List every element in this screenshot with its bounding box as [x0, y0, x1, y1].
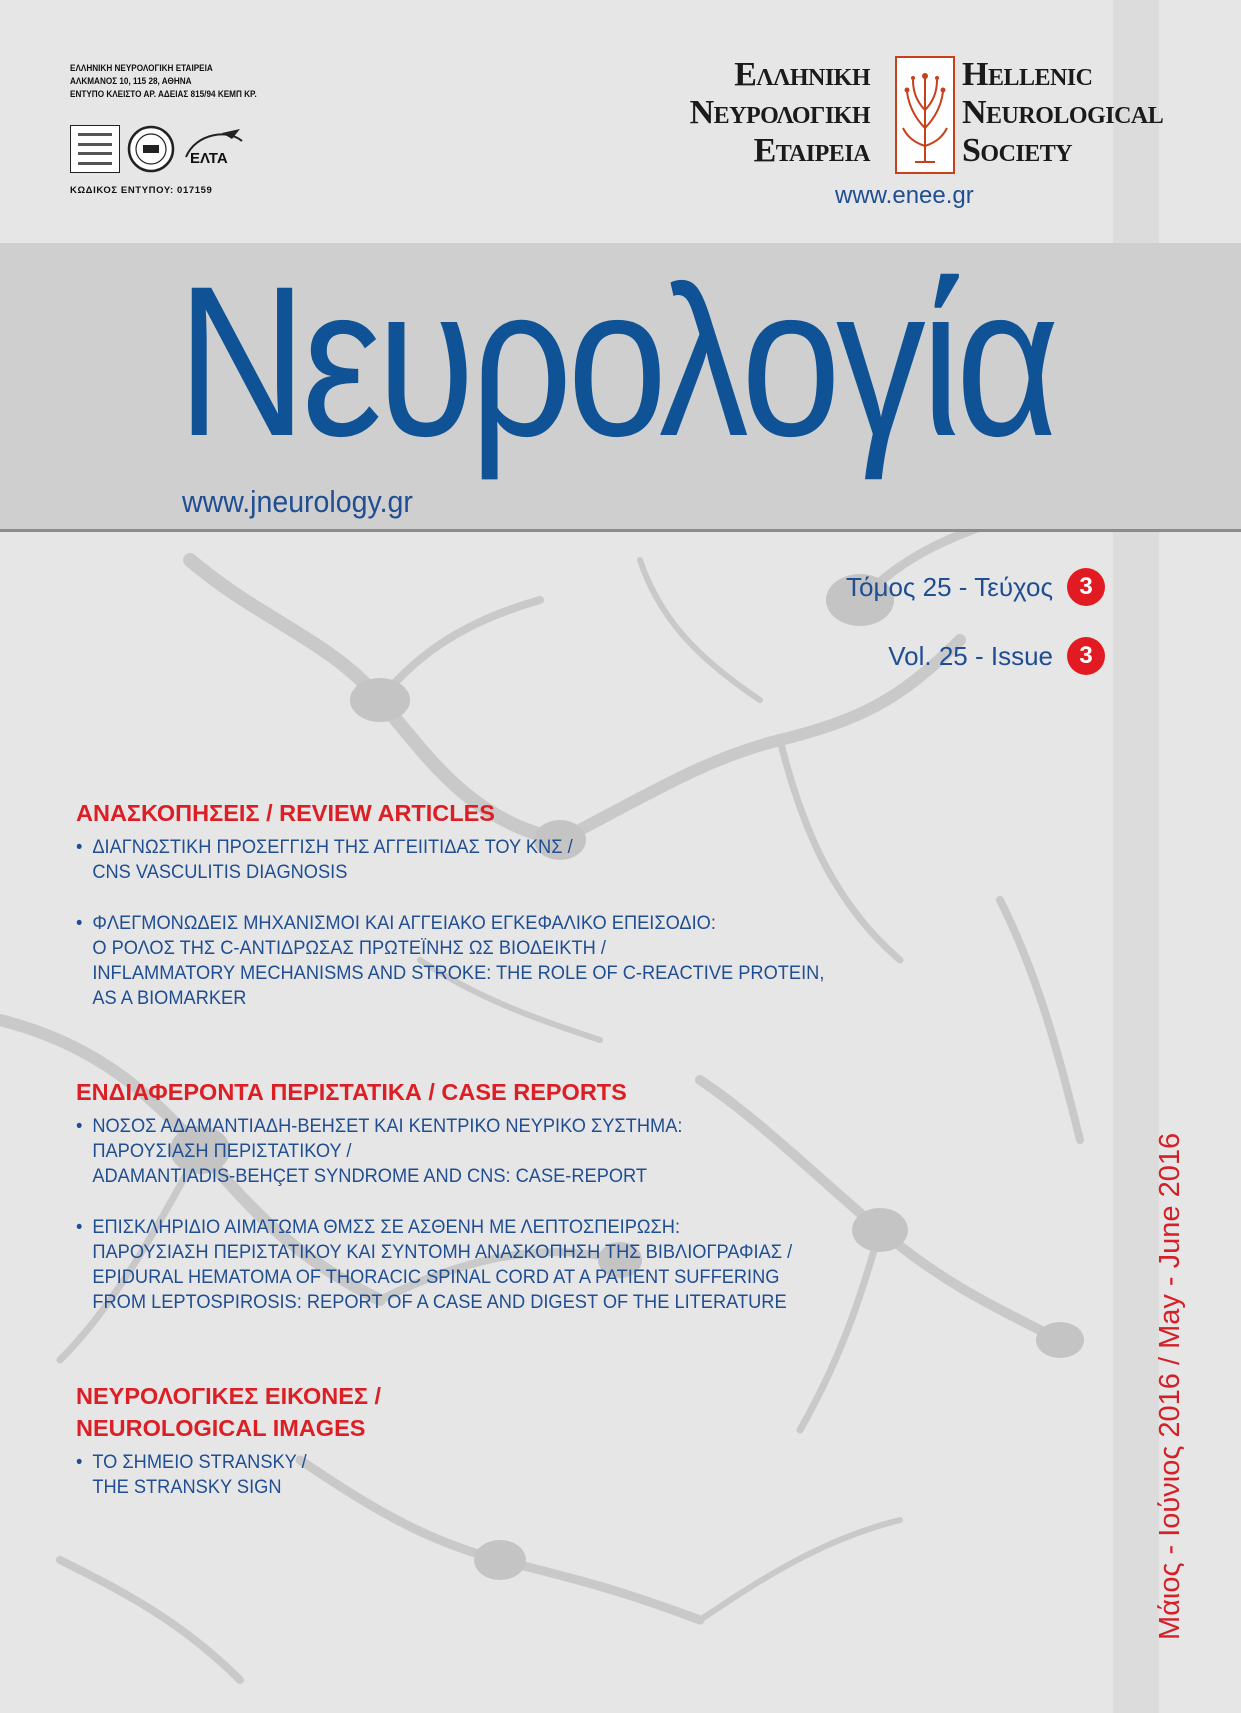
elta-logo-icon: [182, 127, 246, 171]
postage-paid-stamp-icon: [70, 125, 120, 173]
article-line: • ΦΛΕΓΜΟΝΩΔΕΙΣ ΜΗΧΑΝΙΣΜΟΙ ΚΑΙ ΑΓΓΕΙΑΚΟ ΕΓΚΕΦΑΛΙΚΟ ΕΠΕΙΣΟΔΙΟ:: [76, 911, 940, 936]
article-line: INFLAMMATORY MECHANISMS AND STROKE: THE ROLE OF C-REACTIVE PROTEIN,: [92, 963, 825, 984]
society-greek-line: Ελληνικη: [734, 56, 870, 93]
article-line: FROM LEPTOSPIROSIS: REPORT OF A CASE AND DIGEST OF THE LITERATURE: [92, 1292, 787, 1313]
postal-logos: [70, 123, 260, 175]
issue-number-badge: 3: [1067, 568, 1105, 606]
journal-website: www.jneurology.gr: [182, 484, 413, 519]
postal-address: ΑΛΚΜΑΝΟΣ 10, 115 28, ΑΘΗΝΑ: [70, 76, 192, 87]
section-review-articles: [76, 797, 976, 1011]
section-case-reports: [76, 1076, 976, 1315]
article-line: CNS VASCULITIS DIAGNOSIS: [92, 862, 348, 883]
section-heading: ΝΕΥΡΟΛΟΓΙΚΕΣ ΕΙΚΟΝΕΣ /: [76, 1383, 382, 1409]
society-greek-line: Νευρολογικη: [689, 94, 870, 131]
society-english-line: Neurological: [962, 94, 1164, 131]
article-item: [76, 1450, 976, 1500]
article-item: [76, 1114, 976, 1189]
section-heading: ΕΝΔΙΑΦΕΡΟΝΤΑ ΠΕΡΙΣΤΑΤΙΚΑ / CASE REPORTS: [76, 1079, 627, 1105]
volume-issue-english: [888, 637, 1105, 675]
article-item: [76, 911, 976, 1011]
article-line: ADAMANTIADIS-BEHÇET SYNDROME AND CNS: CASE-REPORT: [92, 1166, 648, 1187]
article-line: • ΝΟΣΟΣ ΑΔΑΜΑΝΤΙΑΔΗ-ΒΕΗΣΕΤ ΚΑΙ ΚΕΝΤΡΙΚΟ ΝΕΥΡΙΚΟ ΣΥΣΤΗΜΑ:: [76, 1114, 940, 1139]
article-item: [76, 835, 976, 885]
postal-print-code: ΚΩΔΙΚΟΣ ΕΝΤΥΠΟΥ: 017159: [70, 185, 213, 196]
article-line: ΠΑΡΟΥΣΙΑΣΗ ΠΕΡΙΣΤΑΤΙΚΟΥ /: [92, 1141, 352, 1162]
article-line: • ΤΟ ΣΗΜΕΙΟ STRANSKY /: [76, 1450, 940, 1475]
postal-permit: ΕΝΤΥΠΟ ΚΛΕΙΣΤΟ ΑΡ. ΑΔΕΙΑΣ 815/94 ΚΕΜΠ ΚΡ.: [70, 89, 257, 100]
article-line: • ΕΠΙΣΚΛΗΡΙΔΙΟ ΑΙΜΑΤΩΜΑ ΘΜΣΣ ΣΕ ΑΣΘΕΝΗ ΜΕ ΛΕΠΤΟΣΠΕΙΡΩΣΗ:: [76, 1215, 940, 1240]
society-name-english: [962, 56, 1163, 170]
article-line: EPIDURAL HEMATOMA OF THORACIC SPINAL CORD AT A PATIENT SUFFERING: [92, 1267, 780, 1288]
section-heading: NEUROLOGICAL IMAGES: [76, 1415, 366, 1441]
journal-title: Νευρολογία: [177, 242, 1055, 481]
society-english-line: Society: [962, 132, 1073, 169]
article-item: [76, 1215, 976, 1315]
section-neurological-images: [76, 1380, 976, 1500]
issue-date: Μάιος - Ιούνιος 2016 / May - June 2016: [1154, 1132, 1186, 1640]
society-greek-line: Εταιρεια: [753, 132, 870, 169]
article-line: • ΔΙΑΓΝΩΣΤΙΚΗ ΠΡΟΣΕΓΓΙΣΗ ΤΗΣ ΑΓΓΕΙΙΤΙΔΑΣ ΤΟΥ ΚΝΣ /: [76, 835, 940, 860]
society-logo: [690, 56, 1170, 216]
article-line: THE STRANSKY SIGN: [92, 1477, 282, 1498]
postal-publisher: ΕΛΛΗΝΙΚΗ ΝΕΥΡΟΛΟΓΙΚΗ ΕΤΑΙΡΕΙΑ: [70, 63, 213, 74]
circular-seal-icon: [126, 124, 176, 174]
volume-issue-greek: [846, 568, 1105, 606]
article-line: ΠΑΡΟΥΣΙΑΣΗ ΠΕΡΙΣΤΑΤΙΚΟΥ ΚΑΙ ΣΥΝΤΟΜΗ ΑΝΑΣΚΟΠΗΣΗ ΤΗΣ ΒΙΒΛΙΟΓΡΑΦΙΑΣ /: [92, 1242, 793, 1263]
issue-number-badge: 3: [1067, 637, 1105, 675]
society-english-line: Hellenic: [962, 56, 1093, 93]
volume-label-greek: Τόμος 25 - Τεύχος: [845, 571, 1053, 602]
volume-label-english: Vol. 25 - Issue: [888, 640, 1053, 671]
society-website: www.enee.gr: [835, 182, 974, 209]
section-heading: ΑΝΑΣΚΟΠΗΣΕΙΣ / REVIEW ARTICLES: [76, 800, 495, 826]
society-name-greek: [690, 56, 870, 170]
elta-logo-text: ΕΛΤΑ: [190, 150, 228, 167]
article-line: Ο ΡΟΛΟΣ ΤΗΣ C-ΑΝΤΙΔΡΩΣΑΣ ΠΡΩΤΕΪΝΗΣ ΩΣ ΒΙΟΔΕΙΚΤΗ /: [92, 938, 606, 959]
postal-info-block: [70, 62, 260, 196]
article-line: AS A BIOMARKER: [92, 988, 247, 1009]
tree-emblem-icon: [895, 56, 955, 174]
